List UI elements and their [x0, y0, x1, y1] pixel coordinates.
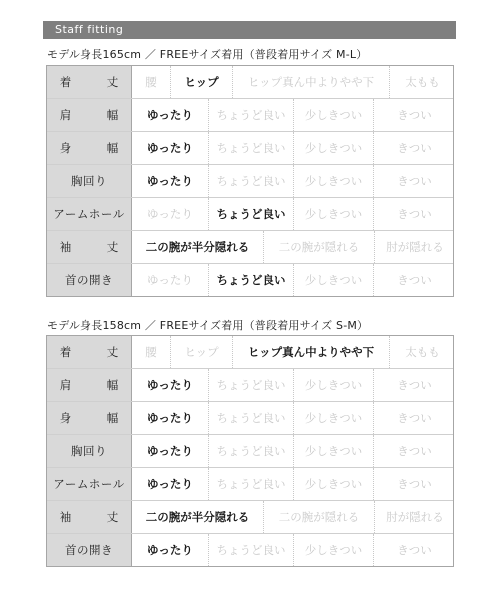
- fit-option: きつい: [373, 402, 455, 434]
- row-label: 首の開き: [47, 264, 132, 296]
- fitting-row: [47, 164, 453, 197]
- row-label: 首の開き: [47, 534, 132, 566]
- row-label: 胸回り: [47, 165, 132, 197]
- fit-option: きつい: [373, 435, 455, 467]
- fitting-row: [47, 66, 453, 98]
- row-label: アームホール: [47, 198, 132, 230]
- fit-option: ちょうど良い: [208, 534, 293, 566]
- fit-option: ヒップ: [170, 336, 232, 368]
- fitting-row: [47, 197, 453, 230]
- fit-option-selected: ちょうど良い: [208, 198, 293, 230]
- fit-option: 少しきつい: [293, 369, 373, 401]
- fit-option-selected: ゆったり: [147, 444, 193, 458]
- fitting-row: [47, 263, 453, 296]
- fitting-row: [47, 500, 453, 533]
- fitting-row: [47, 401, 453, 434]
- fitting-table-2: [46, 335, 454, 567]
- row-label: 身 幅: [47, 132, 132, 164]
- fit-option-selected: ちょうど良い: [208, 264, 293, 296]
- fit-option: ちょうど良い: [208, 99, 293, 131]
- fit-option: ちょうど良い: [208, 402, 293, 434]
- fit-option: 少しきつい: [293, 435, 373, 467]
- fit-option-selected: ゆったり: [147, 141, 193, 155]
- fitting-row: [47, 131, 453, 164]
- section-header: Staff fitting: [43, 21, 456, 39]
- row-label: 肩 幅: [47, 369, 132, 401]
- fit-option: 少しきつい: [293, 132, 373, 164]
- fit-option-selected: ゆったり: [147, 477, 193, 491]
- fit-option: ちょうど良い: [208, 435, 293, 467]
- fit-option: 少しきつい: [293, 165, 373, 197]
- row-label: 着 丈: [47, 336, 132, 368]
- fit-option: 太もも: [389, 336, 455, 368]
- fit-option: ゆったり: [147, 207, 193, 221]
- fitting-row: [47, 336, 453, 368]
- fit-option-selected: ゆったり: [147, 378, 193, 392]
- fit-option: きつい: [373, 468, 455, 500]
- fitting-row: [47, 467, 453, 500]
- fit-option: 少しきつい: [293, 264, 373, 296]
- fit-option-selected: 二の腕が半分隠れる: [145, 510, 250, 524]
- fitting-row: [47, 434, 453, 467]
- row-label: 身 幅: [47, 402, 132, 434]
- row-label: 肩 幅: [47, 99, 132, 131]
- fit-option: きつい: [373, 165, 455, 197]
- fit-option: 肘が隠れる: [374, 231, 455, 263]
- row-label: 着 丈: [47, 66, 132, 98]
- fit-option: ゆったり: [147, 273, 193, 287]
- fit-option: ちょうど良い: [208, 369, 293, 401]
- fit-option: ヒップ真ん中よりやや下: [232, 66, 389, 98]
- row-label: 胸回り: [47, 435, 132, 467]
- fit-option-selected: ゆったり: [147, 108, 193, 122]
- fit-option: 二の腕が隠れる: [263, 231, 374, 263]
- fit-option: 少しきつい: [293, 468, 373, 500]
- fit-option: 少しきつい: [293, 534, 373, 566]
- row-label: 袖 丈: [47, 231, 132, 263]
- fitting-row: [47, 230, 453, 263]
- fit-option-selected: ヒップ: [170, 66, 232, 98]
- fitting-row: [47, 533, 453, 566]
- fit-option: きつい: [373, 534, 455, 566]
- fit-option-selected: ヒップ真ん中よりやや下: [232, 336, 389, 368]
- model-caption-1: モデル身長165cm ／ FREEサイズ着用（普段着用サイズ M-L）: [47, 48, 368, 61]
- fit-option: 肘が隠れる: [374, 501, 455, 533]
- fit-option: きつい: [373, 132, 455, 164]
- fit-option-selected: ゆったり: [147, 411, 193, 425]
- fit-option: 腰: [145, 75, 157, 89]
- model-caption-2: モデル身長158cm ／ FREEサイズ着用（普段着用サイズ S-M）: [47, 319, 369, 332]
- fitting-row: [47, 98, 453, 131]
- row-label: アームホール: [47, 468, 132, 500]
- fit-option: ちょうど良い: [208, 165, 293, 197]
- fit-option: 二の腕が隠れる: [263, 501, 374, 533]
- fit-option: 少しきつい: [293, 402, 373, 434]
- fit-option-selected: ゆったり: [147, 543, 193, 557]
- fit-option-selected: ゆったり: [147, 174, 193, 188]
- fit-option: 少しきつい: [293, 99, 373, 131]
- fit-option: ちょうど良い: [208, 132, 293, 164]
- fit-option: 太もも: [389, 66, 455, 98]
- fit-option: きつい: [373, 369, 455, 401]
- fit-option: きつい: [373, 264, 455, 296]
- fit-option-selected: 二の腕が半分隠れる: [145, 240, 250, 254]
- fit-option: 腰: [145, 345, 157, 359]
- fit-option: きつい: [373, 198, 455, 230]
- row-label: 袖 丈: [47, 501, 132, 533]
- fitting-row: [47, 368, 453, 401]
- fit-option: ちょうど良い: [208, 468, 293, 500]
- fit-option: 少しきつい: [293, 198, 373, 230]
- fit-option: きつい: [373, 99, 455, 131]
- fitting-table-1: [46, 65, 454, 297]
